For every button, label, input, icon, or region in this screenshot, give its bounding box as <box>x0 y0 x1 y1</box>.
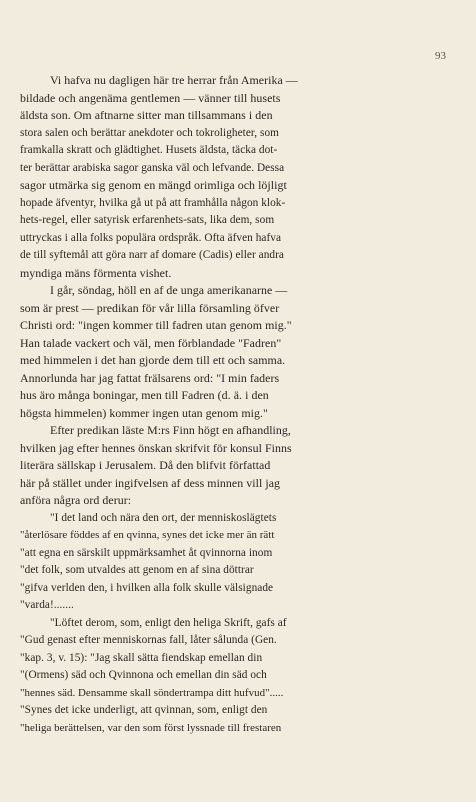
text-line: anföra några ord derur: <box>20 493 132 507</box>
text-line: I går, söndag, höll en af de unga amerikanarne — <box>50 283 288 297</box>
text-line: "Gud genast efter menniskornas fall, låter sålunda (Gen. <box>20 634 277 646</box>
text-line: Christi ord: "ingen kommer till fadren utan genom mig." <box>20 318 292 332</box>
text-line: Han talade vackert och väl, men förblandade "Fadren" <box>20 335 282 350</box>
text-line: de till syftemål att göra narr af domare (Cadis) eller andra <box>20 249 284 261</box>
text-line: "gifva verlden den, i hvilken alla folk skulle välsignade <box>20 581 274 594</box>
text-line: "att egna en särskilt uppmärksamhet åt qvinnorna inom <box>20 546 273 559</box>
text-line: "I det land och nära den ort, der menniskoslägtets <box>50 511 277 524</box>
text-line: här på stället under ingifvelsen af dess minnen vill jag <box>20 475 281 490</box>
text-line: som är prest — predikan för vår lilla församling öfver <box>20 300 280 315</box>
text-line: "heliga berättelsen, var den som först lyssnade till frestaren <box>20 721 282 734</box>
text-line: hets-regel, eller satyrisk erfarenhets-sats, lika dem, som <box>20 214 275 226</box>
text-line: Vi hafva nu dagligen här tre herrar från Amerika — <box>50 73 298 87</box>
text-line: uttryckas i alla folks populära ordspråk. Ofta äfven hafva <box>20 231 282 244</box>
text-line: bildade och angenäma gentlemen — vänner till husets <box>20 90 281 105</box>
text-line: ter berättar arabiska sagor ganska väl och lefvande. Dessa <box>20 161 285 174</box>
text-line: hvilken jag efter hennes önskan skrifvit för konsul Finns <box>20 440 292 455</box>
text-line: "återlösare föddes af en qvinna, synes det icke mer än rätt <box>20 529 275 541</box>
text-line: myndiga mäns förmenta vishet. <box>20 265 172 280</box>
text-line: "Synes det icke underligt, att qvinnan, som, enligt den <box>20 704 268 716</box>
text-line: "Löftet derom, som, enligt den heliga Skrift, gafs af <box>50 616 287 629</box>
text-line: Efter predikan läste M:rs Finn högt en afhandling, <box>50 423 291 437</box>
text-line: literära sällskap i Jerusalem. Då den blifvit författad <box>20 458 271 472</box>
text-line: "varda!....... <box>20 599 74 611</box>
text-line: "(Ormens) säd och Qvinnona och emellan din säd och <box>20 669 267 681</box>
text-line: "hennes säd. Densamme skall söndertrampa ditt hufvud"..... <box>20 686 284 699</box>
text-line: med himmelen i det han gjorde dem till ett och samma. <box>20 353 286 367</box>
text-line: "det folk, som utvaldes att genom en af sina döttrar <box>20 564 254 576</box>
body-text <box>20 72 472 737</box>
text-line: sagor utmärka sig genom en mängd orimliga och löjligt <box>20 178 287 192</box>
text-line: äldsta son. Om aftnarne sitter man tillsammans i den <box>20 108 273 122</box>
text-line: Annorlunda har jag fattat frälsarens ord: "I min faders <box>20 370 280 385</box>
text-line: stora salen och berättar anekdoter och tokroligheter, som <box>20 126 279 139</box>
text-line: högsta himmelen) kommer ingen utan genom mig." <box>20 405 268 420</box>
text-line: "kap. 3, v. 15): "Jag skall sätta fiendskap emellan din <box>20 651 263 664</box>
text-line: hus äro många boningar, men till Fadren (d. ä. i den <box>20 388 269 402</box>
text-line: framkalla skratt och glädtighet. Husets äldsta, täcka dot- <box>20 144 278 156</box>
page-number: 93 <box>435 50 446 62</box>
text-line: hopade äfventyr, hvilka gå ut på att framhålla någon klok- <box>20 196 286 209</box>
